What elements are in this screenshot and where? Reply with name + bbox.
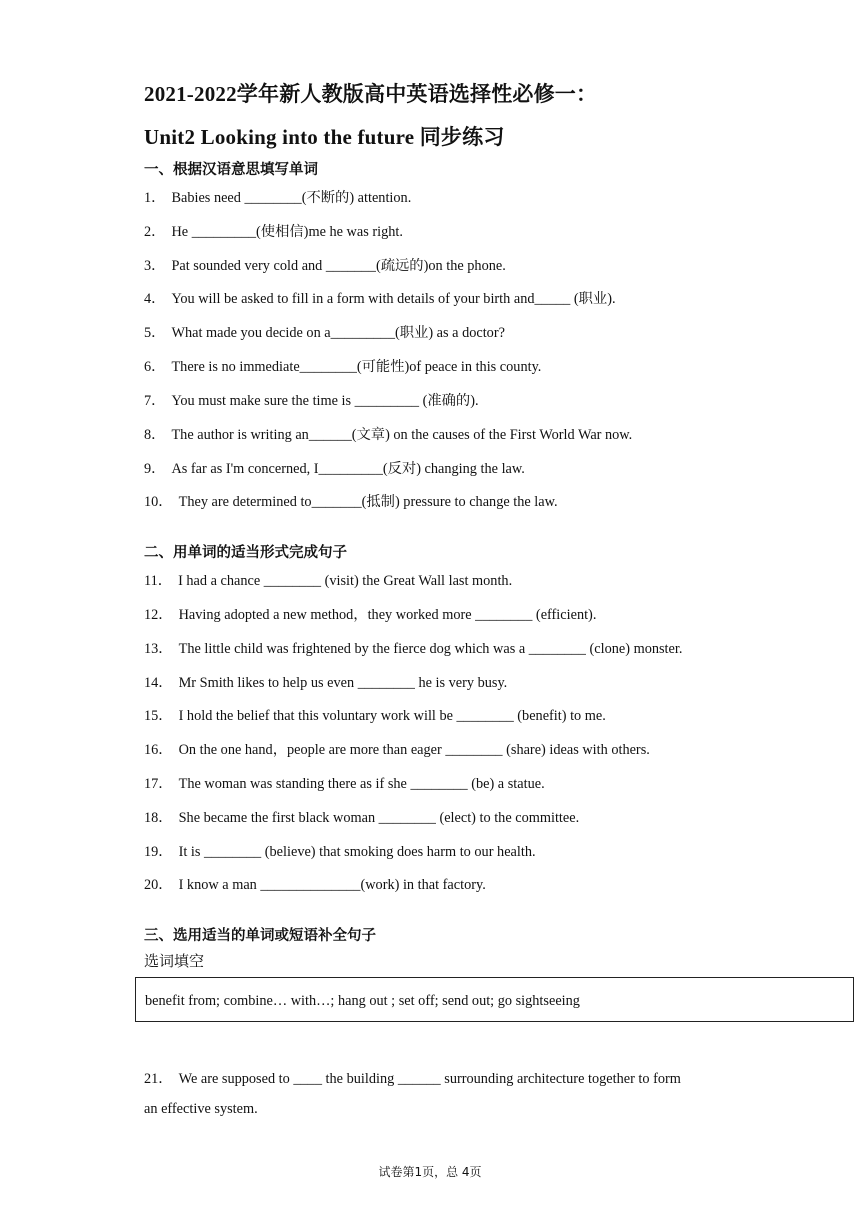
question-19: 19． It is ________ (believe) that smoking does harm to our health.	[144, 844, 536, 860]
question-2: 2． He _________(使相信)me he was right.	[144, 224, 403, 240]
question-12: 12． Having adopted a new method，they worked more ________ (efficient).	[144, 607, 597, 623]
question-6: 6． There is no immediate________(可能性)of peace in this county.	[144, 359, 542, 375]
question-11: 11． I had a chance ________ (visit) the Great Wall last month.	[144, 573, 513, 589]
page-title: 2021-2022学年新人教版高中英语选择性必修一：	[144, 82, 598, 106]
question-7: 7． You must make sure the time is _________ (准确的).	[144, 393, 479, 409]
question-3: 3． Pat sounded very cold and _______(疏远的)on the phone.	[144, 258, 506, 274]
question-14: 14． Mr Smith likes to help us even ________ he is very busy.	[144, 675, 508, 691]
question-20: 20． I know a man ______________(work) in that factory.	[144, 877, 486, 893]
question-13: 13． The little child was frightened by the fierce dog which was a ________ (clone) monster.	[144, 641, 683, 657]
word-bank-box	[135, 977, 854, 1022]
question-21-continuation: an effective system.	[144, 1101, 258, 1117]
page-footer: 试卷第1页，总 4页	[378, 1165, 482, 1179]
question-1: 1． Babies need ________(不断的) attention.	[144, 190, 412, 206]
question-16: 16． On the one hand，people are more than eager ________ (share) ideas with others.	[144, 742, 650, 758]
question-15: 15． I hold the belief that this voluntary work will be ________ (benefit) to me.	[144, 708, 606, 724]
question-18: 18． She became the first black woman ________ (elect) to the committee.	[144, 810, 580, 826]
question-4: 4． You will be asked to fill in a form with details of your birth and_____ (职业).	[144, 291, 616, 307]
question-17: 17． The woman was standing there as if she ________ (be) a statue.	[144, 776, 545, 792]
section-3-heading: 三、选用适当的单词或短语补全句子	[144, 928, 376, 944]
question-10: 10． They are determined to_______(抵制) pressure to change the law.	[144, 494, 558, 510]
section-2-heading: 二、用单词的适当形式完成句子	[144, 545, 347, 561]
question-9: 9． As far as I'm concerned, I_________(反对) changing the law.	[144, 461, 525, 477]
section-1-heading: 一、根据汉语意思填写单词	[144, 162, 318, 178]
page-subtitle: Unit2 Looking into the future 同步练习	[144, 125, 505, 149]
question-8: 8． The author is writing an______(文章) on the causes of the First World War now.	[144, 427, 633, 443]
question-5: 5． What made you decide on a_________(职业) as a doctor?	[144, 325, 505, 341]
question-21: 21． We are supposed to ____ the building ______ surrounding architecture together to form	[144, 1071, 681, 1087]
word-bank-text: benefit from; combine… with…; hang out ; set off; send out; go sightseeing	[145, 993, 580, 1009]
section-3-subheading: 选词填空	[144, 952, 205, 970]
